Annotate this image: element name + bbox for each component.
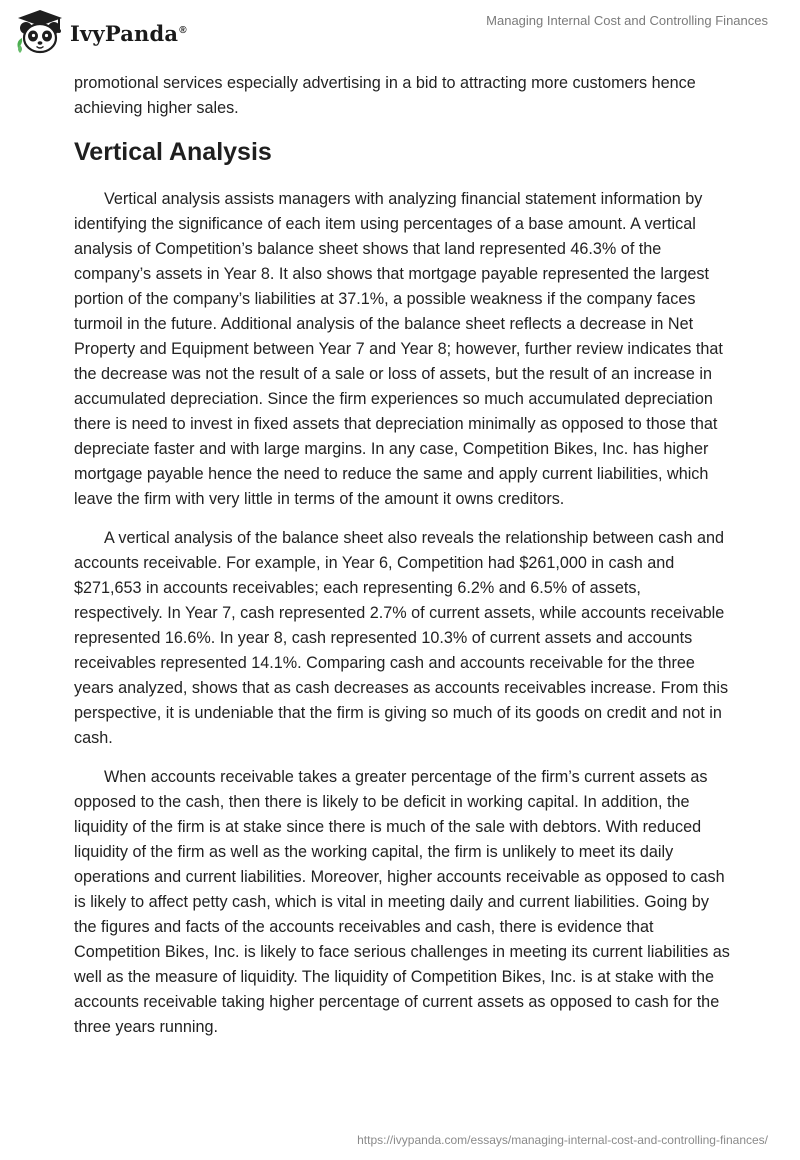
ivypanda-logo[interactable] [14,8,187,56]
source-url-link[interactable]: https://ivypanda.com/essays/managing-internal-cost-and-controlling-finances/ [357,1133,768,1147]
document-title: Managing Internal Cost and Controlling Finances [486,13,768,28]
page-header [0,0,800,60]
paragraph-3: When accounts receivable takes a greater percentage of the firm’s current assets as opposed to the cash, then there is likely to be deficit in working capital. In addition, the liquidity of the firm is at stake since there is much of the sale with debtors. With reduced liquidity of the firm as well as the working capital, the firm is unlikely to meet its daily operations and current liabilities. Moreover, higher accounts receivable as opposed to cash is likely to affect petty cash, which is vital in meeting daily and current liabilities. Going by the figures and facts of the accounts receivables and cash, there is evidence that Competition Bikes, Inc. is likely to face serious challenges in meeting its current liabilities as well as the measure of liquidity. The liquidity of Competition Bikes, Inc. is at stake with the accounts receivable taking higher percentage of current assets as opposed to cash for the three years running. [74,768,730,1036]
paragraph-2: A vertical analysis of the balance sheet also reveals the relationship between cash and accounts receivable. For example, in Year 6, Competition had $261,000 in cash and $271,653 in accounts receivables; each representing 6.2% and 6.5% of assets, respectively. In Year 7, cash represented 2.7% of current assets, while accounts receivable represented 16.6%. In year 8, cash represented 10.3% of current assets and accounts receivables represented 14.1%. Comparing cash and accounts receivable for the three years analyzed, shows that as cash decreases as accounts receivables increase. From this perspective, it is undeniable that the firm is giving so much of its goods on credit and not in cash. [74,529,729,747]
brand-name: IvyPanda® [70,20,187,46]
intro-paragraph: promotional services especially advertising in a bid to attracting more customers hence achieving higher sales. [74,74,696,117]
paragraph-1: Vertical analysis assists managers with analyzing financial statement information by identifying the significance of each item using percentages of a base amount. A vertical analysis of Competition’s balance sheet shows that land represented 46.3% of the company’s assets in Year 8. It also shows that mortgage payable represented the largest portion of the company’s liabilities at 37.1%, a possible weakness if the company faces turmoil in the future. Additional analysis of the balance sheet reflects a decrease in Net Property and Equipment between Year 7 and Year 8; however, further review indicates that the decrease was not the result of a sale or loss of assets, but the result of an increase in accumulated depreciation. Since the firm experiences so much accumulated depreciation there is need to invest in fixed assets that depreciation minimally as opposed to those that depreciate faster and with large margins. In any case, Competition Bikes, Inc. has higher mortgage payable hence the need to reduce the same and apply current liabilities, which leave the firm with very little in terms of the amount it owns creditors. [74,190,723,508]
essay-body [74,71,734,1054]
panda-graduate-icon [14,8,66,56]
section-heading: Vertical Analysis [74,138,272,166]
